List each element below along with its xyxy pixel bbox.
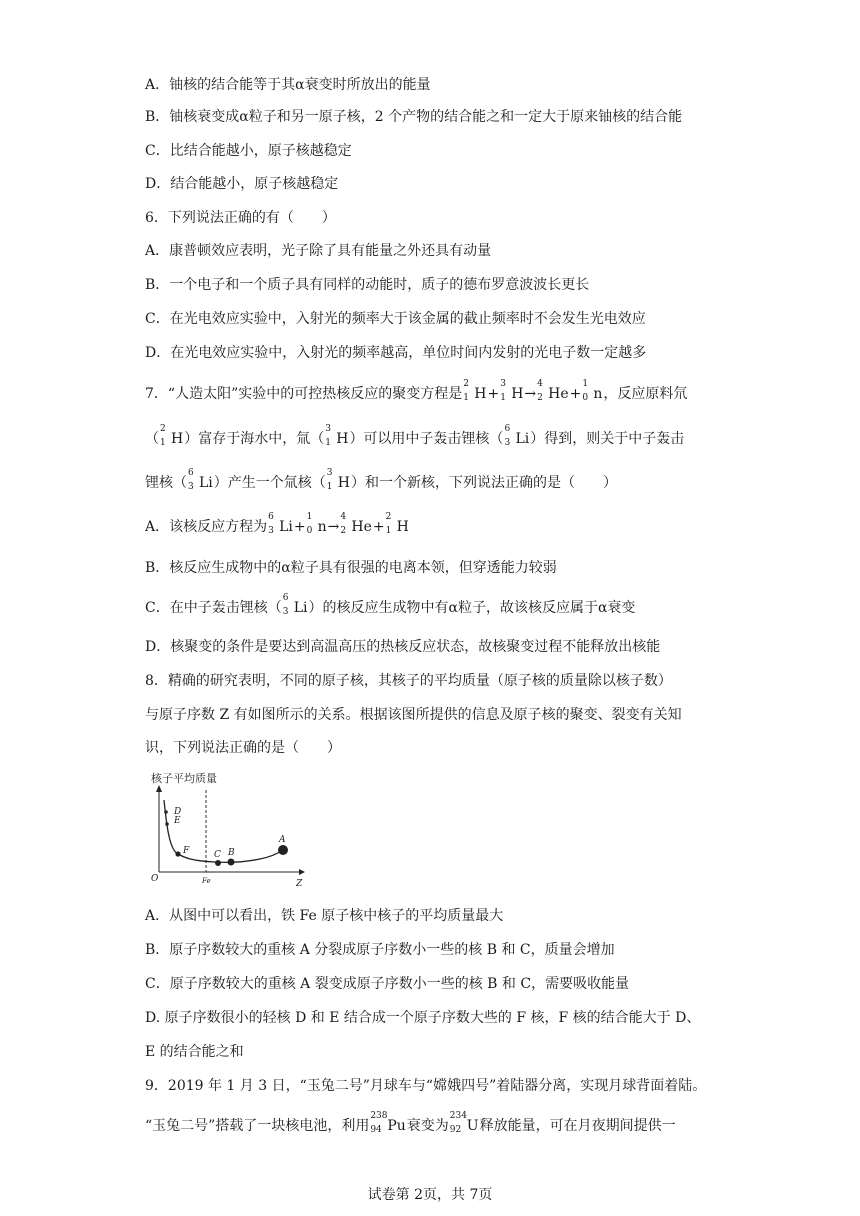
nuclide-li6: 6 3 Li: [268, 512, 293, 536]
nuclide-h3: 3 1 H: [325, 424, 349, 448]
nuclide-he4: 4 2 He: [340, 512, 372, 536]
q7-option-d: D．核聚变的条件是要达到高温高压的热核反应状态，故核聚变过程不能释放出核能: [145, 639, 661, 655]
q5-option-a: A．铀核的结合能等于其α衰变时所放出的能量: [145, 77, 431, 93]
q6-option-c: C．在光电效应实验中，入射光的频率大于该金属的截止频率时不会发生光电效应: [145, 311, 646, 327]
x-axis-label: Z: [296, 879, 303, 889]
q6-option-d: D．在光电效应实验中，入射光的频率越高，单位时间内发射的光电子数一定越多: [145, 345, 647, 361]
q8-option-d-line2: E 的结合能之和: [145, 1044, 244, 1060]
point-a: [278, 845, 288, 855]
nuclide-pu238: 238 94 Pu: [370, 1111, 406, 1135]
nuclide-li6: 6 3 Li: [282, 593, 308, 617]
q5-option-d: D．结合能越小，原子核越稳定: [145, 176, 339, 192]
nuclide-h3: 3 1 H: [326, 468, 350, 492]
q8-option-a: A．从图中可以看出，铁 Fe 原子核中核子的平均质量最大: [145, 908, 504, 924]
nuclear-mass-figure: [145, 770, 310, 895]
q9-stem-line2: “玉兔二号”搭载了一块核电池，利用 238 94 Pu衰变为 234 92 U释放能量，可在月夜期间提供一: [145, 1111, 676, 1135]
label-c: C: [214, 850, 221, 860]
point-b: [228, 859, 235, 866]
q6-option-a: A．康普顿效应表明，光子除了具有能量之外还具有动量: [145, 243, 492, 259]
q5-option-b: B．铀核衰变成α粒子和另一原子核，2 个产物的结合能之和一定大于原来铀核的结合能: [145, 109, 683, 125]
y-axis-arrow: [156, 785, 162, 792]
label-a: A: [279, 835, 286, 845]
nuclide-li6: 6 3 Li: [504, 424, 530, 448]
label-f: F: [183, 846, 190, 856]
point-f: [175, 851, 180, 856]
q9-stem-line1: 9．2019 年 1 月 3 日，“玉兔二号”月球车与“嫦娥四号”着陆器分离，实现月球背面着陆。: [145, 1078, 707, 1094]
q8-stem-line2: 与原子序数 Z 有如图所示的关系。根据该图所提供的信息及原子核的聚变、裂变有关知: [145, 707, 682, 723]
nuclide-he4: 4 2 He: [537, 379, 569, 403]
label-b: B: [228, 848, 235, 858]
nuclide-u234: 234 92 U: [449, 1111, 479, 1135]
q8-option-b: B．原子序数较大的重核 A 分裂成原子序数小一些的核 B 和 C，质量会增加: [145, 942, 615, 958]
label-d: D: [174, 807, 182, 817]
q7-stem-line3: 锂核（ 6 3 Li）产生一个氚核（ 3 1 H）和一个新核，下列说法正确的是（ ）: [145, 468, 617, 492]
page-footer: 试卷第 2页，共 7页: [367, 1187, 493, 1203]
nuclide-li6: 6 3 Li: [188, 468, 213, 492]
origin-label: O: [151, 874, 159, 884]
label-e: E: [174, 816, 181, 826]
point-d: [164, 810, 168, 814]
nuclide-n1: 1 0 n: [306, 512, 327, 536]
figure-ylabel: 核子平均质量: [151, 772, 217, 785]
point-e: [165, 822, 169, 826]
q7-option-a: A．该核反应方程为 6 3 Li+ 1 0 n→ 4 2 He+ 2 1 H: [145, 512, 409, 536]
q8-stem-line3: 识，下列说法正确的是（ ）: [145, 740, 341, 756]
nuclide-h3: 3 1 H: [500, 379, 524, 403]
fe-label: Fe: [202, 877, 211, 885]
q7-stem-line2: （ 2 1 H）富存于海水中，氚（ 3 1 H）可以用中子轰击锂核（ 6 3 Li）得到，则关于中子轰击: [145, 424, 685, 448]
q7-stem-line1: 7．“人造太阳”实验中的可控热核反应的聚变方程是 2 1 H+ 3 1 H→ 4 2 He+ 1 0 n，反应原料氘: [145, 379, 688, 403]
q5-option-c: C．比结合能越小，原子核越稳定: [145, 143, 352, 159]
q8-stem-line1: 8．精确的研究表明，不同的原子核，其核子的平均质量（原子核的质量除以核子数）: [145, 673, 672, 689]
q6-option-b: B．一个电子和一个质子具有同样的动能时，质子的德布罗意波波长更长: [145, 277, 590, 293]
q8-option-d-line1: D. 原子序数很小的轻核 D 和 E 结合成一个原子序数大些的 F 核，F 核的结合能大于 D、: [145, 1010, 701, 1026]
nuclide-h2: 2 1 H: [160, 424, 184, 448]
q8-option-c: C．原子序数较大的重核 A 裂变成原子序数小一些的核 B 和 C，需要吸收能量: [145, 976, 630, 992]
nuclide-h2: 2 1 H: [385, 512, 409, 536]
q6-stem: 6．下列说法正确的有（ ）: [145, 210, 336, 226]
mass-curve: [164, 800, 283, 862]
x-axis-arrow: [299, 869, 305, 875]
point-c: [215, 860, 221, 866]
q7-option-c: C．在中子轰击锂核（ 6 3 Li）的核反应生成物中有α粒子，故该核反应属于α衰变: [145, 593, 636, 617]
q7-option-b: B．核反应生成物中的α粒子具有很强的电离本领，但穿透能力较弱: [145, 560, 557, 576]
nuclide-n1: 1 0 n: [582, 379, 603, 403]
nuclide-h2: 2 1 H: [463, 379, 487, 403]
